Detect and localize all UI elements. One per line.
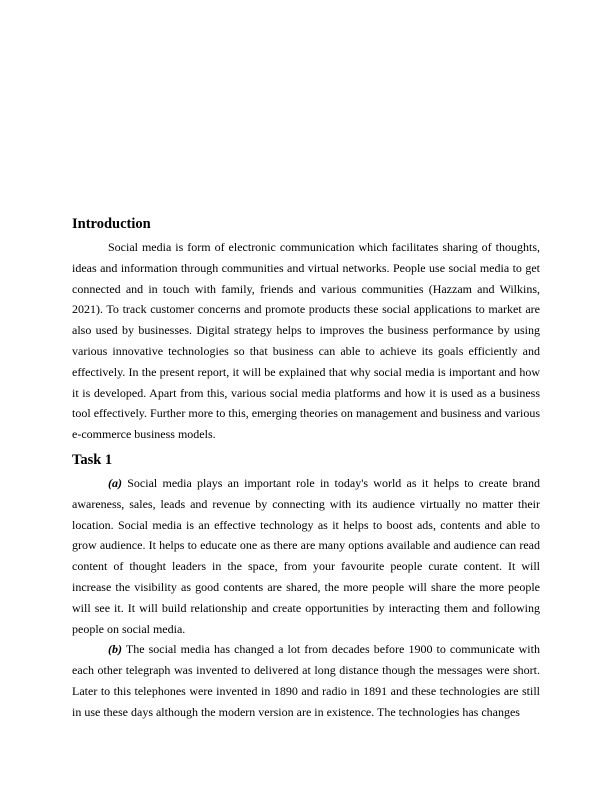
task1-part-b-label: (b) — [108, 642, 122, 657]
introduction-heading: Introduction — [72, 216, 151, 232]
introduction-paragraph: Social media is form of electronic communication which facilitates sharing of thoughts, ideas and information through communities and virtual networks. People use social media to get connected and in touch with family, friends and various communities (Hazzam and Wilkins, 2021). To track customer concerns and promote products these social applications to market are also used by businesses. Digital strategy helps to improves the business performance by using various innovative technologies so that business can able to achieve its goals efficiently and effectively. In the present report, it will be explained that why social media is important and how it is developed. Apart from this, various social media platforms and how it is used as a business tool effectively. Further more to this, emerging theories on management and business and various e-commerce business models. — [72, 240, 540, 442]
task1-heading: Task 1 — [72, 451, 113, 468]
task1-part-a-label: (a) — [108, 475, 122, 490]
introduction-section — [72, 214, 540, 445]
document-body — [72, 214, 540, 723]
task1-part-b-paragraph — [72, 639, 540, 722]
task1-part-a-text: Social media plays an important role in today's world as it helps to create brand awareness, sales, leads and revenue by connecting with its audience virtually no matter their location. Social media is an effective technology as it helps to boost ads, contents and able to grow audience. It helps to educate one as there are many options available and audience can read content of thought leaders in the space, from your favourite people curate content. It will increase the visibility as good contents are shared, the more people will share the more people will see it. It will build relationship and create opportunities by interacting them and following people on social media. — [72, 475, 540, 636]
task1-part-b-text: The social media has changed a lot from decades before 1900 to communicate with each other telegraph was invented to delivered at long distance though the messages were short. Later to this telephones were invented in 1890 and radio in 1891 and these technologies are still in use these days although the modern version are in existence. The technologies has changes — [72, 642, 540, 719]
task1-part-a-paragraph — [72, 473, 540, 639]
task1-section — [72, 450, 540, 723]
